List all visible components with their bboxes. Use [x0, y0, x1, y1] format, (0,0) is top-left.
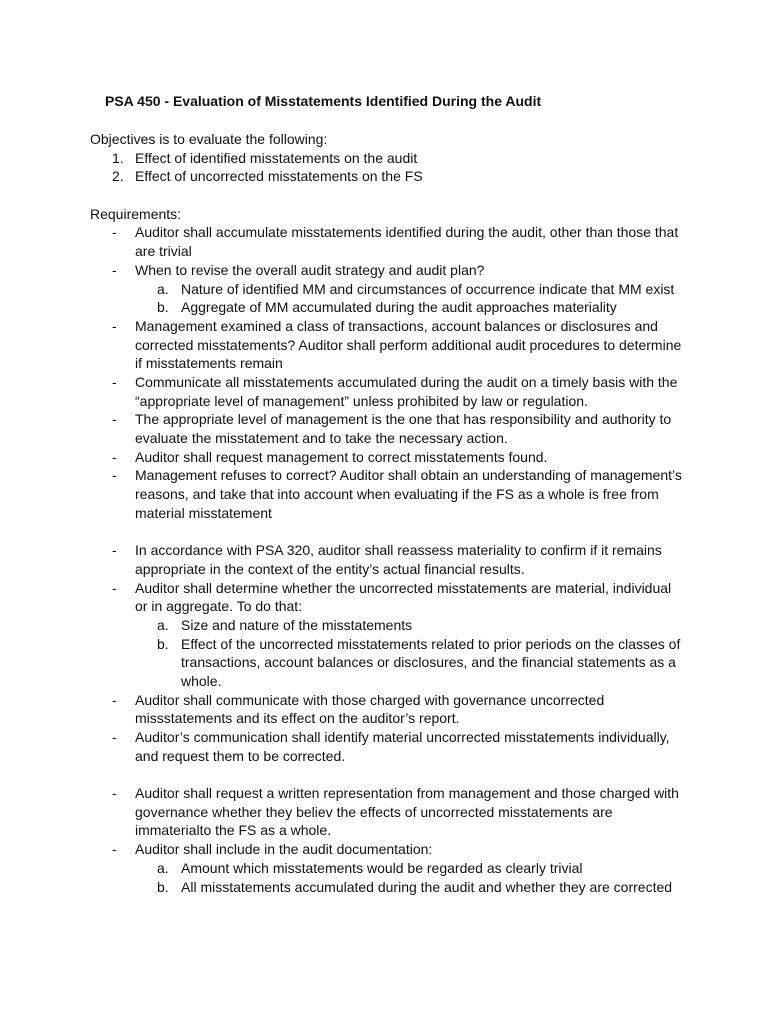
text-line: “appropriate level of management” unless prohibited by law or regulation. [135, 392, 588, 409]
objectives-heading: Objectives is to evaluate the following: [90, 131, 328, 147]
text-line: appropriate in the context of the entity’s actual financial results. [135, 560, 525, 577]
sub-item-letter: a. [157, 616, 169, 633]
sub-item [135, 635, 690, 691]
requirement-item [90, 728, 690, 765]
bullet-dash: - [112, 261, 117, 278]
paragraph-gap [90, 522, 690, 541]
paragraph-gap [90, 765, 690, 784]
text-line: corrected misstatements? Auditor shall perform additional audit procedures to determine [135, 336, 682, 353]
sub-item-text [181, 280, 681, 299]
text-line: Communicate all misstatements accumulated during the audit on a timely basis with the [135, 373, 678, 390]
document-body [90, 130, 690, 896]
requirement-text [135, 541, 685, 578]
sub-item-letter: a. [157, 280, 169, 297]
sub-item [135, 280, 690, 299]
text-line: The appropriate level of management is the one that has responsibility and authority to [135, 411, 672, 428]
list-number: 1. [112, 149, 124, 166]
text-line: Size and nature of the misstatements [181, 616, 413, 633]
sub-item-letter: a. [157, 859, 169, 876]
text-line: Effect of the uncorrected misstatements related to prior periods on the classes of [181, 635, 681, 652]
text-line: Management examined a class of transactions, account balances or disclosures and [135, 317, 658, 334]
requirement-text [135, 784, 685, 840]
bullet-dash: - [112, 729, 117, 745]
objective-text: Effect of identified misstatements on the audit [135, 149, 418, 166]
requirement-text [135, 728, 685, 765]
bullet-dash: - [112, 224, 117, 241]
text-line: immaterialto the FS as a whole. [135, 822, 332, 839]
text-line: Nature of identified MM and circumstances of occurrence indicate that MM exist [181, 280, 675, 297]
sub-item-letter: b. [157, 299, 169, 316]
requirement-text [135, 410, 685, 447]
text-line: When to revise the overall audit strategy and audit plan? [135, 261, 485, 278]
requirement-item [90, 223, 690, 260]
text-line: Auditor shall include in the audit documentation: [135, 841, 433, 858]
requirement-item [90, 317, 690, 373]
text-line: Auditor shall accumulate misstatements identified during the audit, other than those that [135, 224, 679, 241]
requirement-item [90, 784, 690, 840]
sub-item-text [181, 878, 681, 897]
requirement-item [90, 541, 690, 578]
sub-item [135, 859, 690, 878]
requirement-item [90, 840, 690, 859]
requirement-item [90, 373, 690, 410]
objective-item [90, 149, 690, 168]
text-line: are trivial [135, 243, 192, 260]
bullet-dash: - [112, 467, 117, 484]
requirement-text [135, 691, 685, 728]
bullet-dash: - [112, 785, 117, 802]
sub-item-letter: b. [157, 878, 169, 895]
sub-item-text [181, 859, 681, 878]
bullet-dash: - [112, 841, 117, 858]
bullet-dash: - [112, 542, 117, 559]
bullet-dash: - [112, 317, 117, 334]
bullet-dash: - [112, 448, 117, 465]
objective-item [90, 167, 690, 186]
requirement-item [90, 410, 690, 447]
text-line: Auditor shall communicate with those charged with governance uncorrected [135, 691, 605, 708]
text-line: Auditor shall request management to correct misstatements found. [135, 448, 548, 465]
requirements-list [90, 223, 690, 896]
text-line: whole. [181, 672, 222, 689]
text-line: Aggregate of MM accumulated during the audit approaches materiality [181, 299, 617, 316]
text-line: if misstatements remain [135, 355, 283, 372]
text-line: or in aggregate. To do that: [135, 598, 303, 615]
text-line: transactions, account balances or disclosures, and the financial statements as a [181, 654, 676, 671]
requirement-item [90, 466, 690, 522]
requirements-heading: Requirements: [90, 205, 182, 222]
bullet-dash: - [112, 691, 117, 708]
sub-item [135, 878, 690, 897]
text-line: Management refuses to correct? Auditor shall obtain an understanding of management’s [135, 467, 682, 484]
requirement-text [135, 840, 685, 859]
text-line: reasons, and take that into account when evaluating if the FS as a whole is free from [135, 486, 659, 503]
requirement-text [135, 448, 685, 467]
requirement-text [135, 373, 685, 410]
requirement-text [135, 223, 685, 260]
requirement-item [90, 579, 690, 616]
text-line: Auditor shall request a written representation from management and those charged with [135, 785, 679, 802]
requirement-text [135, 261, 685, 280]
sub-item-text [181, 298, 681, 317]
requirement-text [135, 579, 685, 616]
objectives-list [90, 149, 690, 186]
list-number: 2. [112, 168, 124, 185]
requirement-item [90, 448, 690, 467]
objective-text: Effect of uncorrected misstatements on the FS [135, 168, 423, 185]
sub-item-letter: b. [157, 635, 169, 652]
text-line: governance whether they believ the effects of uncorrected misstatements are [135, 803, 613, 820]
text-line: Amount which misstatements would be regarded as clearly trivial [181, 859, 583, 876]
text-line: In accordance with PSA 320, auditor shall reassess materiality to confirm if it remains [135, 542, 662, 559]
paragraph-gap [90, 186, 690, 205]
text-line: Auditor shall determine whether the uncorrected misstatements are material, individual [135, 579, 672, 596]
text-line: missstatements and its effect on the auditor’s report. [135, 710, 460, 727]
requirement-item [90, 691, 690, 728]
sub-item-text [181, 616, 681, 635]
text-line: All misstatements accumulated during the audit and whether they are corrected [181, 878, 673, 895]
page-title: PSA 450 - Evaluation of Misstatements Identified During the Audit [105, 93, 542, 109]
text-line: evaluate the misstatement and to take the necessary action. [135, 430, 508, 446]
text-line: Auditor’s communication shall identify material uncorrected misstatements individually, [135, 729, 670, 745]
text-line: and request them to be corrected. [135, 747, 346, 764]
bullet-dash: - [112, 411, 117, 428]
text-line: material misstatement [135, 504, 272, 521]
requirement-item [90, 261, 690, 280]
sub-item [135, 616, 690, 635]
sub-item-text [181, 635, 681, 691]
sub-item [135, 298, 690, 317]
bullet-dash: - [112, 373, 117, 390]
requirement-text [135, 317, 685, 373]
bullet-dash: - [112, 579, 117, 596]
requirement-text [135, 466, 685, 522]
